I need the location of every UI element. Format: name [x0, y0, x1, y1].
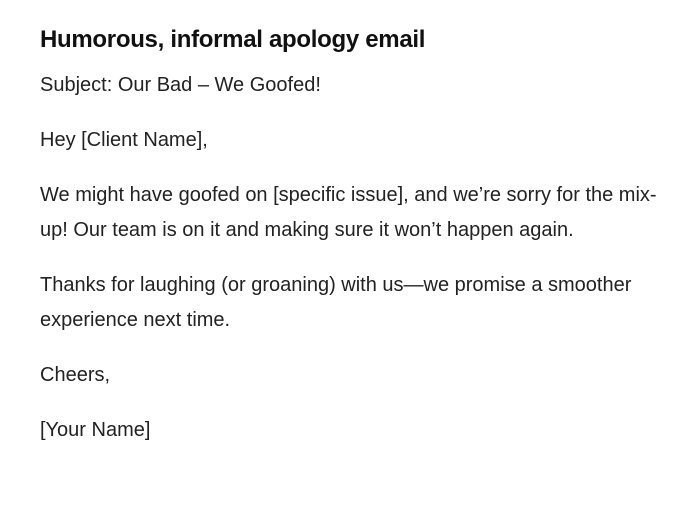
email-body-paragraph-1: We might have goofed on [specific issue], and we’re sorry for the mix-up! Our team is on it and making sure it won’t happen again. [40, 184, 657, 241]
email-subject-line: Subject: Our Bad – We Goofed! [40, 74, 321, 96]
email-closing: Cheers, [40, 364, 111, 386]
document-title: Humorous, informal apology email [40, 26, 426, 53]
email-template-document [40, 22, 660, 468]
email-greeting: Hey [Client Name], [40, 129, 208, 151]
email-body-paragraph-2: Thanks for laughing (or groaning) with us—we promise a smoother experience next time. [40, 274, 632, 331]
email-signature: [Your Name] [40, 419, 151, 441]
